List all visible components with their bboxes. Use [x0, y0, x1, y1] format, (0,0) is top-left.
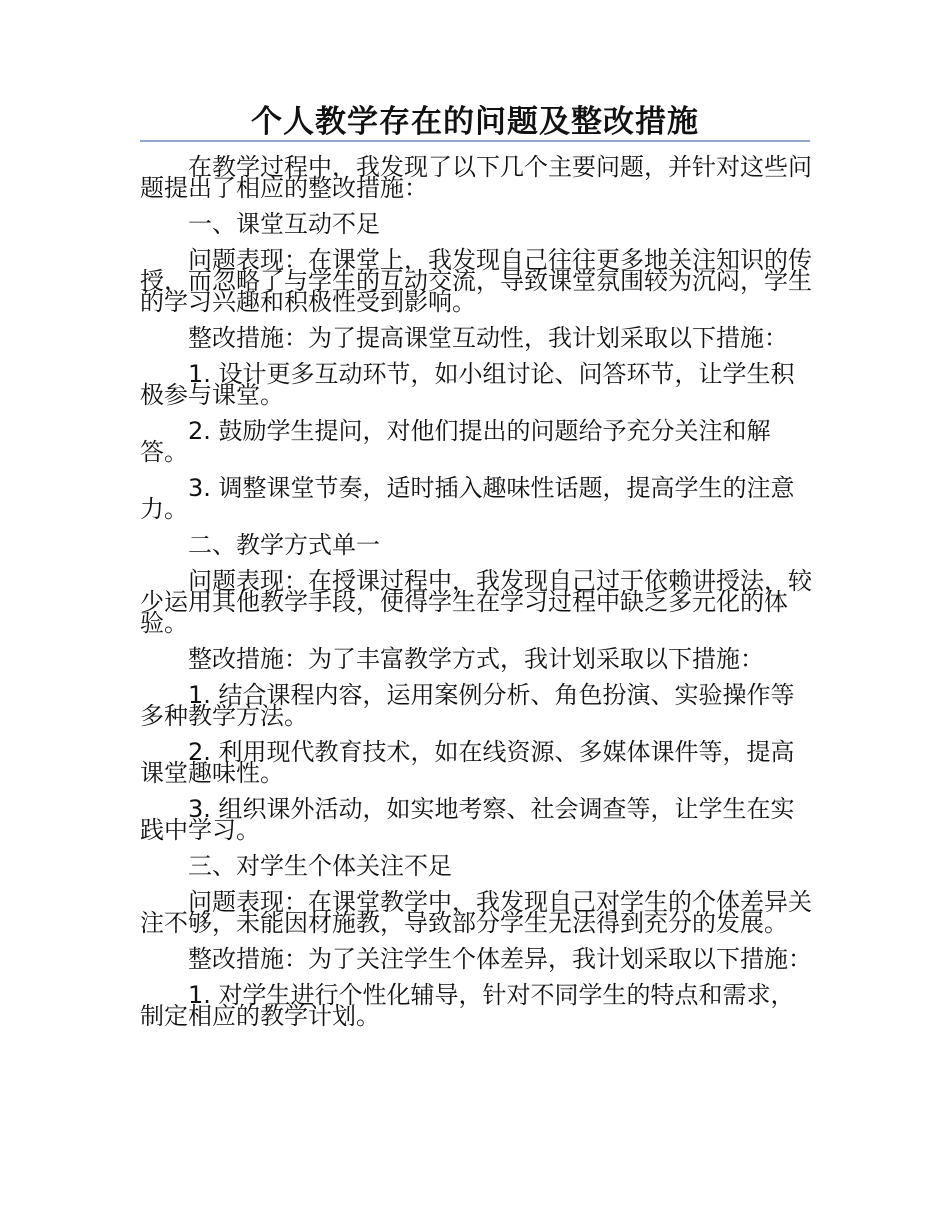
document-body — [140, 153, 812, 1042]
measures-paragraph-2: 整改措施：为了丰富教学方式，我计划采取以下措施： — [188, 645, 764, 673]
problem-paragraph-1: 问题表现：在课堂上，我发现自己往往更多地关注知识的传授，而忽略了与学生的互动交流，导致课堂氛围较为沉闷，学生的学习兴趣和积极性受到影响。 — [140, 246, 812, 316]
measure-item-2-3: 3. 组织课外活动，如实地考察、社会调查等，让学生在实践中学习。 — [140, 795, 795, 844]
section-heading-2: 二、教学方式单一 — [188, 531, 380, 559]
measures-paragraph-3: 整改措施：为了关注学生个体差异，我计划采取以下措施： — [188, 945, 812, 973]
measure-item-3-1: 1. 对学生进行个性化辅导，针对不同学生的特点和需求，制定相应的教学计划。 — [140, 981, 795, 1030]
measure-item-1-3: 3. 调整课堂节奏，适时插入趣味性话题，提高学生的注意力。 — [140, 474, 795, 523]
measures-paragraph-1: 整改措施：为了提高课堂互动性，我计划采取以下措施： — [188, 324, 788, 352]
measure-item-1-1: 1. 设计更多互动环节，如小组讨论、问答环节，让学生积极参与课堂。 — [140, 360, 795, 409]
problem-paragraph-3: 问题表现：在课堂教学中，我发现自己对学生的个体差异关注不够，未能因材施教，导致部分学生无法得到充分的发展。 — [140, 888, 812, 937]
measure-item-1-2: 2. 鼓励学生提问，对他们提出的问题给予充分关注和解答。 — [140, 417, 771, 466]
section-heading-1: 一、课堂互动不足 — [188, 210, 380, 238]
intro-paragraph: 在教学过程中，我发现了以下几个主要问题，并针对这些问题提出了相应的整改措施： — [140, 153, 812, 202]
measure-item-2-1: 1. 结合课程内容，运用案例分析、角色扮演、实验操作等多种教学方法。 — [140, 681, 795, 730]
document-title: 个人教学存在的问题及整改措施 — [140, 104, 810, 142]
measure-item-2-2: 2. 利用现代教育技术，如在线资源、多媒体课件等，提高课堂趣味性。 — [140, 738, 795, 787]
section-heading-3: 三、对学生个体关注不足 — [188, 852, 452, 880]
problem-paragraph-2: 问题表现：在授课过程中，我发现自己过于依赖讲授法，较少运用其他教学手段，使得学生在学习过程中缺乏多元化的体验。 — [140, 567, 812, 637]
